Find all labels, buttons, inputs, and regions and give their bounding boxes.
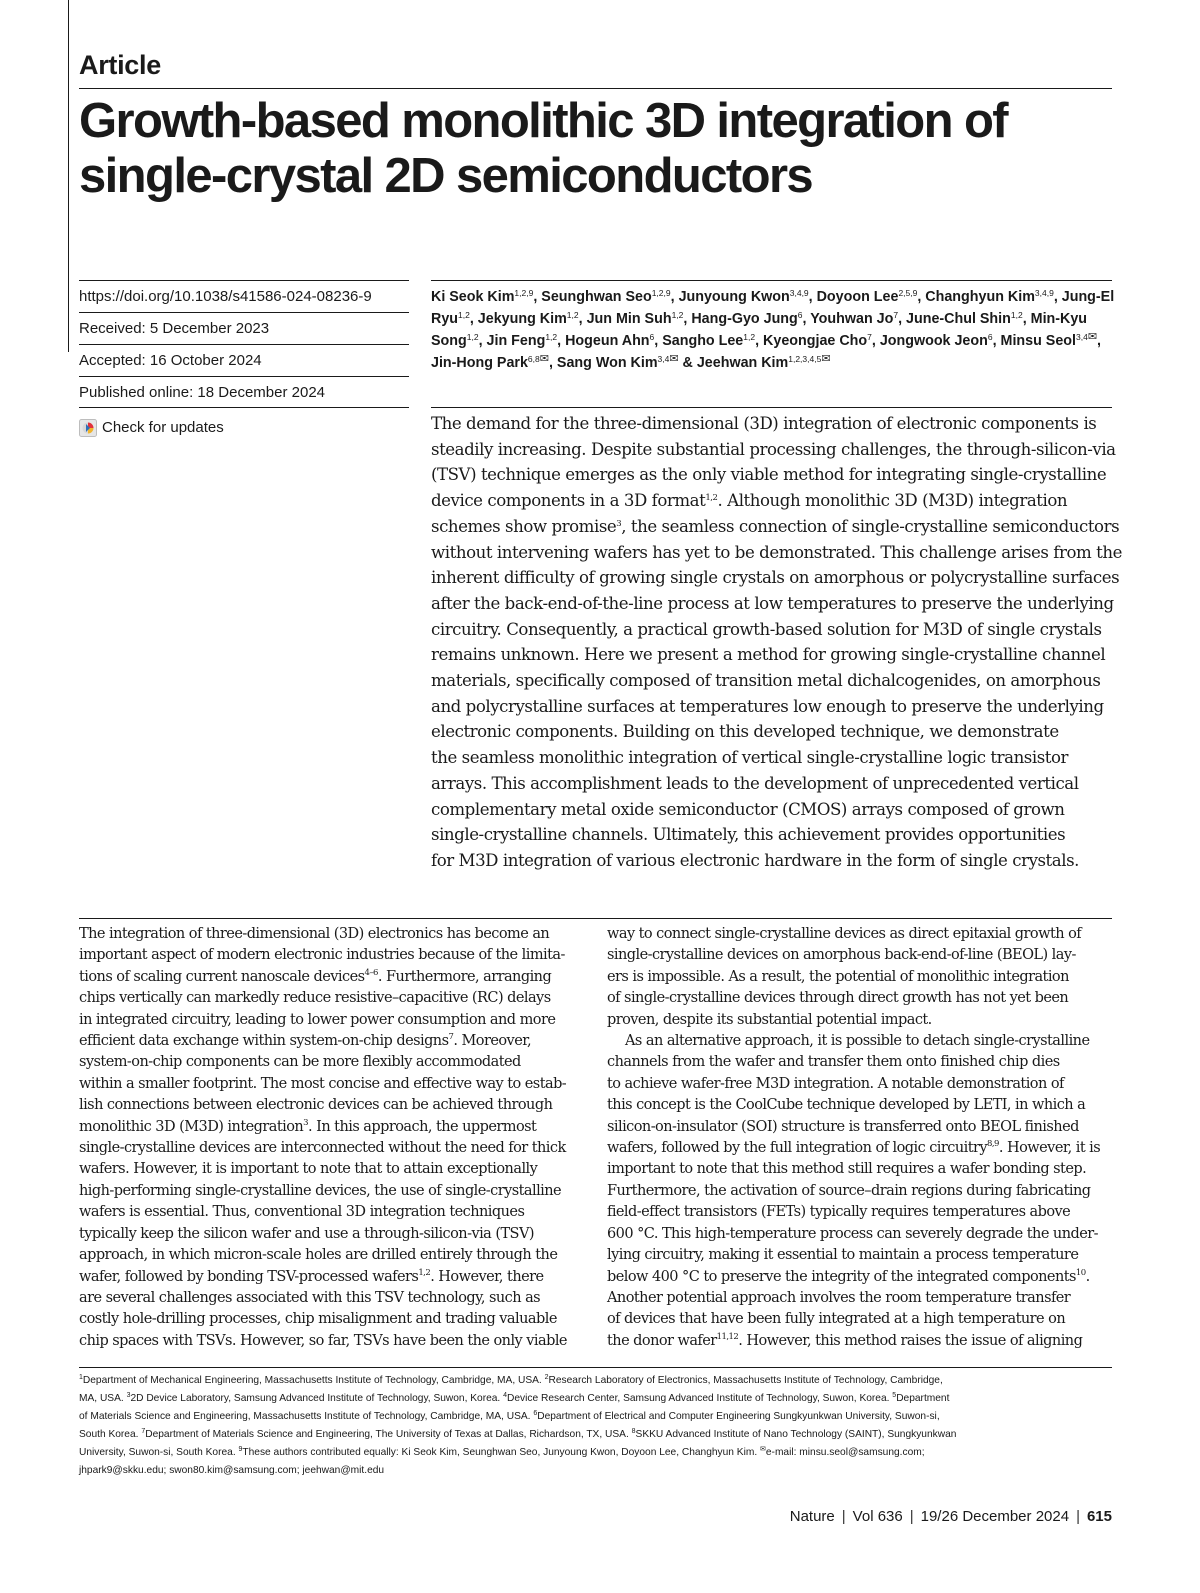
author-name: Jin Feng$^{1,2}$ xyxy=(486,332,558,349)
body-text-line: wafer, followed by bonding TSV-processed wafers$^{1,2}$. However, there xyxy=(79,1267,544,1285)
author-name: Jongwook Jeon$^6$ xyxy=(879,332,993,349)
author-name: Changhyun Kim$^{3,4,9}$ xyxy=(925,288,1054,305)
author-name: Jung-El Ryu$^{1,2}$ xyxy=(431,289,1115,327)
footnote-line: South Korea. $^7$Department of Materials Science and Engineering, The University of Texas at Dallas, Richardson, TX, USA. $^8$SKKU Advanced Institute of Nano Technology (SAINT), Sungkyunkwan xyxy=(79,1428,957,1440)
abstract-line: The demand for the three-dimensional (3D) integration of electronic components is xyxy=(431,414,1097,433)
author-name: Sangho Lee$^{1,2}$ xyxy=(662,332,756,349)
body-column-right xyxy=(607,924,1115,1352)
body-text-line: chip spaces with TSVs. However, so far, TSVs have been the only viable xyxy=(79,1332,567,1349)
running-footer: Nature | Vol 636 | 19/26 December 2024 | 615 xyxy=(789,1508,1112,1525)
affiliations-footnote xyxy=(79,1372,1119,1480)
body-text-line: typically keep the silicon wafer and use a through-silicon-via (TSV) xyxy=(79,1225,534,1242)
body-text-line: lish connections between electronic devices can be achieved through xyxy=(79,1097,553,1114)
body-text-line: ers is impossible. As a result, the potential of monolithic integration xyxy=(607,968,1069,985)
body-text-line: system-on-chip components can be more flexibly accommodated xyxy=(79,1054,521,1071)
envelope-icon: ✉ xyxy=(539,353,549,365)
abstract-line: materials, specifically composed of transition metal dichalcogenides, on amorphous xyxy=(431,671,1101,691)
abstract-line: arrays. This accomplishment leads to the development of unprecedented vertical xyxy=(431,773,1079,793)
title-line: Growth-based monolithic 3D integration of xyxy=(79,94,1008,148)
body-text-line: lying circuitry, making it essential to maintain a process temperature xyxy=(607,1247,1079,1264)
title-rule xyxy=(79,88,1112,89)
page-number: 615 xyxy=(1086,1508,1112,1525)
body-text-line: below 400 °C to preserve the integrity of the integrated components$^{10}$. xyxy=(607,1267,1090,1285)
body-text-line: single-crystalline devices are interconnected without the need for thick xyxy=(79,1140,566,1157)
body-text-line: single-crystalline devices on amorphous back-end-of-line (BEOL) lay- xyxy=(607,947,1076,964)
body-text-line: wafers. However, it is important to note that to attain exceptionally xyxy=(79,1161,538,1178)
footnote-line: of Materials Science and Engineering, Massachusetts Institute of Technology, Cambridge, MA, USA. $^6$Department of Electrical and Computer Engineering Sungkyunkwan University, Suwon-si, xyxy=(79,1410,940,1422)
author-name[interactable]: Sang Won Kim$^{3,4✉}$ xyxy=(556,353,679,371)
body-text-line: As an alternative approach, it is possible to detach single-crystalline xyxy=(625,1033,1090,1050)
article-metadata xyxy=(79,280,409,440)
abstract-line: and polycrystalline surfaces at temperatures low enough to preserve the underlying xyxy=(431,696,1104,716)
body-text-line: proven, despite its substantial potential impact. xyxy=(607,1011,932,1028)
body-text-line: silicon-on-insulator (SOI) structure is transferred onto BEOL finished xyxy=(607,1118,1079,1135)
check-for-updates-icon xyxy=(79,419,97,437)
body-text-line: 600 °C. This high-temperature process can severely degrade the under- xyxy=(607,1225,1098,1242)
envelope-icon: ✉ xyxy=(669,353,679,365)
author-list: Ki Seok Kim$^{1,2,9}$, Seunghwan Seo$^{1,2,9}$, Junyoung Kwon$^{3,4,9}$, Doyoon Lee$^{2,5,9}$, Changhyun Kim$^{3,4,9}$, Jung-El Ryu$^{1,2}$, Jekyung Kim$^{1,2}$, Jun Min Suh$^{1,2}$, Hang-Gyo Jung$^6$, Youhwan Jo$^7$, June-Chul Shin$^{1,2}$, Min-Kyu Song$^{1,2}$, Jin Feng$^{1,2}$, Hogeun Ahn$^6$, Sangho Lee$^{1,2}$, Kyeongjae Cho$^7$, Jongwook Jeon$^6$, Minsu Seol$^{3,4✉}$, Jin-Hong Park$^{6,8✉}$, Sang Won Kim$^{3,4✉}$ & Jeehwan Kim$^{1,2,3,4,5✉}$ xyxy=(431,288,1115,371)
body-text-line: way to connect single-crystalline devices as direct epitaxial growth of xyxy=(607,926,1082,942)
abstract-line: without intervening wafers has yet to be demonstrated. This challenge arises from the xyxy=(431,542,1122,562)
abstract-line: schemes show promise$^3$, the seamless connection of single-crystalline semiconductors xyxy=(431,516,1120,536)
author-name: Jekyung Kim$^{1,2}$ xyxy=(477,310,579,327)
author-name: Junyoung Kwon$^{3,4,9}$ xyxy=(678,288,809,305)
issue-date: 19/26 December 2024 xyxy=(920,1508,1070,1525)
margin-rule xyxy=(68,0,69,352)
envelope-icon: ✉ xyxy=(1087,331,1098,343)
body-text-line: are several challenges associated with this TSV technology, such as xyxy=(79,1289,541,1306)
journal-name: Nature xyxy=(789,1508,835,1525)
author-name: June-Chul Shin$^{1,2}$ xyxy=(906,310,1023,327)
body-text-line: approach, in which micron-scale holes are drilled entirely through the xyxy=(79,1247,558,1264)
body-text-line: chips vertically can markedly reduce resistive–capacitive (RC) delays xyxy=(79,990,551,1007)
abstract-line: remains unknown. Here we present a method for growing single-crystalline channel xyxy=(431,645,1106,665)
article-type-label: Article xyxy=(79,50,161,80)
body-text-line: to achieve wafer-free M3D integration. A notable demonstration of xyxy=(607,1075,1064,1092)
abstract-line: single-crystalline channels. Ultimately, this achievement provides opportunities xyxy=(431,825,1066,845)
body-text-line: of devices that have been fully integrated at a high temperature on xyxy=(607,1311,1066,1328)
volume: Vol 636 xyxy=(852,1508,903,1525)
title-line: single-crystal 2D semiconductors xyxy=(79,149,813,203)
abstract-line: (TSV) technique emerges as the only viable method for integrating single-crystalline xyxy=(431,465,1107,485)
check-for-updates-button[interactable] xyxy=(79,408,409,440)
body-text-line: the donor wafer$^{11,12}$. However, this method raises the issue of aligning xyxy=(607,1331,1083,1349)
author-name: Hang-Gyo Jung$^6$ xyxy=(691,310,803,327)
check-for-updates-label: Check for updates xyxy=(102,419,224,436)
author-name: Hogeun Ahn$^6$ xyxy=(565,332,655,349)
abstract-rule xyxy=(431,407,1112,408)
footnote-line: MA, USA. $^3$2D Device Laboratory, Samsung Advanced Institute of Technology, Suwon, Korea. $^4$Device Research Center, Samsung Advanced Institute of Technology, Suwon, Korea. $^5$Department xyxy=(79,1392,950,1404)
doi-link[interactable]: https://doi.org/10.1038/s41586-024-08236-9 xyxy=(79,280,409,312)
author-name: Doyoon Lee$^{2,5,9}$ xyxy=(816,288,918,305)
abstract-line: complementary metal oxide semiconductor (CMOS) arrays composed of grown xyxy=(431,799,1065,819)
footnote-rule xyxy=(79,1367,1112,1368)
body-rule xyxy=(79,918,1112,919)
body-column-left xyxy=(79,924,587,1352)
author-name: Ki Seok Kim$^{1,2,9}$ xyxy=(431,288,534,305)
body-text-line: monolithic 3D (M3D) integration$^3$. In this approach, the uppermost xyxy=(79,1117,537,1135)
received-date: Received: 5 December 2023 xyxy=(79,312,409,344)
body-text-line: wafers, followed by the full integration of logic circuitry$^{8,9}$. However, it is xyxy=(607,1139,1101,1157)
body-text-line: Furthermore, the activation of source–drain regions during fabricating xyxy=(607,1182,1091,1199)
body-text-line: important aspect of modern electronic industries because of the limita- xyxy=(79,947,565,964)
author-name: Kyeongjae Cho$^7$ xyxy=(763,332,872,349)
published-date: Published online: 18 December 2024 xyxy=(79,376,409,408)
abstract-line: steadily increasing. Despite substantial processing challenges, the through-silicon-via xyxy=(431,439,1116,459)
accepted-date: Accepted: 16 October 2024 xyxy=(79,344,409,376)
body-text-line: efficient data exchange within system-on-chip designs$^7$. Moreover, xyxy=(79,1032,532,1050)
author-name: Youhwan Jo$^7$ xyxy=(810,310,899,327)
body-text-line: wafers is essential. Thus, conventional 3D integration techniques xyxy=(79,1204,525,1221)
footnote-line: jhpark9@skku.edu; swon80.kim@samsung.com; jeehwan@mit.edu xyxy=(79,1465,385,1476)
body-text-line: costly hole-drilling processes, chip misalignment and trading valuable xyxy=(79,1311,557,1328)
abstract-line: after the back-end-of-the-line process at low temperatures to preserve the underlying xyxy=(431,593,1114,613)
body-text-line: The integration of three-dimensional (3D) electronics has become an xyxy=(79,926,550,942)
abstract-line: circuitry. Consequently, a practical growth-based solution for M3D of single crystals xyxy=(431,619,1102,639)
body-text-line: field-effect transistors (FETs) typically requires temperatures above xyxy=(607,1204,1071,1221)
article-title xyxy=(79,94,1139,204)
author-name[interactable]: Jeehwan Kim$^{1,2,3,4,5✉}$ xyxy=(696,353,831,371)
body-text-line: of single-crystalline devices through direct growth has not yet been xyxy=(607,990,1069,1007)
footnote-line: $^1$Department of Mechanical Engineering, Massachusetts Institute of Technology, Cambridge, MA, USA. $^2$Research Laboratory of Electronics, Massachusetts Institute of Technology, Cambridge, xyxy=(79,1374,943,1386)
body-text-line: channels from the wafer and transfer them onto finished chip dies xyxy=(607,1054,1060,1071)
abstract-line: electronic components. Building on this developed technique, we demonstrate xyxy=(431,722,1059,742)
body-text-line: important to note that this method still requires a wafer bonding step. xyxy=(607,1161,1087,1178)
abstract-line: device components in a 3D format$^{1,2}$. Although monolithic 3D (M3D) integration xyxy=(431,491,1068,511)
abstract xyxy=(431,411,1122,874)
body-text-line: within a smaller footprint. The most concise and effective way to estab- xyxy=(79,1075,567,1092)
abstract-line: the seamless monolithic integration of vertical single-crystalline logic transistor xyxy=(431,748,1069,768)
author-name: Seunghwan Seo$^{1,2,9}$ xyxy=(541,288,671,305)
body-text-line: tions of scaling current nanoscale devices$^{4-6}$. Furthermore, arranging xyxy=(79,967,552,985)
author-name: Min-Kyu Song$^{1,2}$ xyxy=(431,311,1088,349)
author-name[interactable]: Jin-Hong Park$^{6,8✉}$ xyxy=(431,353,549,371)
abstract-line: for M3D integration of various electronic hardware in the form of single crystals. xyxy=(431,850,1079,870)
author-name: Jun Min Suh$^{1,2}$ xyxy=(586,310,684,327)
author-name[interactable]: Minsu Seol$^{3,4✉}$ xyxy=(1000,331,1098,349)
body-text-line: this concept is the CoolCube technique developed by LETI, in which a xyxy=(607,1097,1086,1114)
body-text-line: Another potential approach involves the room temperature transfer xyxy=(607,1289,1071,1306)
body-text-line: high-performing single-crystalline devices, the use of single-crystalline xyxy=(79,1182,562,1199)
body-text-line: in integrated circuitry, leading to lower power consumption and more xyxy=(79,1011,556,1028)
envelope-icon: ✉ xyxy=(821,353,831,365)
abstract-line: inherent difficulty of growing single crystals on amorphous or polycrystalline surfaces xyxy=(431,568,1120,588)
footnote-line: University, Suwon-si, South Korea. $^9$These authors contributed equally: Ki Seok Kim, Seunghwan Seo, Junyoung Kwon, Doyoon Lee, Changhyun Kim. ✉e-mail: minsu.seol@samsung.com; xyxy=(79,1446,925,1458)
authors-rule xyxy=(431,280,1112,281)
